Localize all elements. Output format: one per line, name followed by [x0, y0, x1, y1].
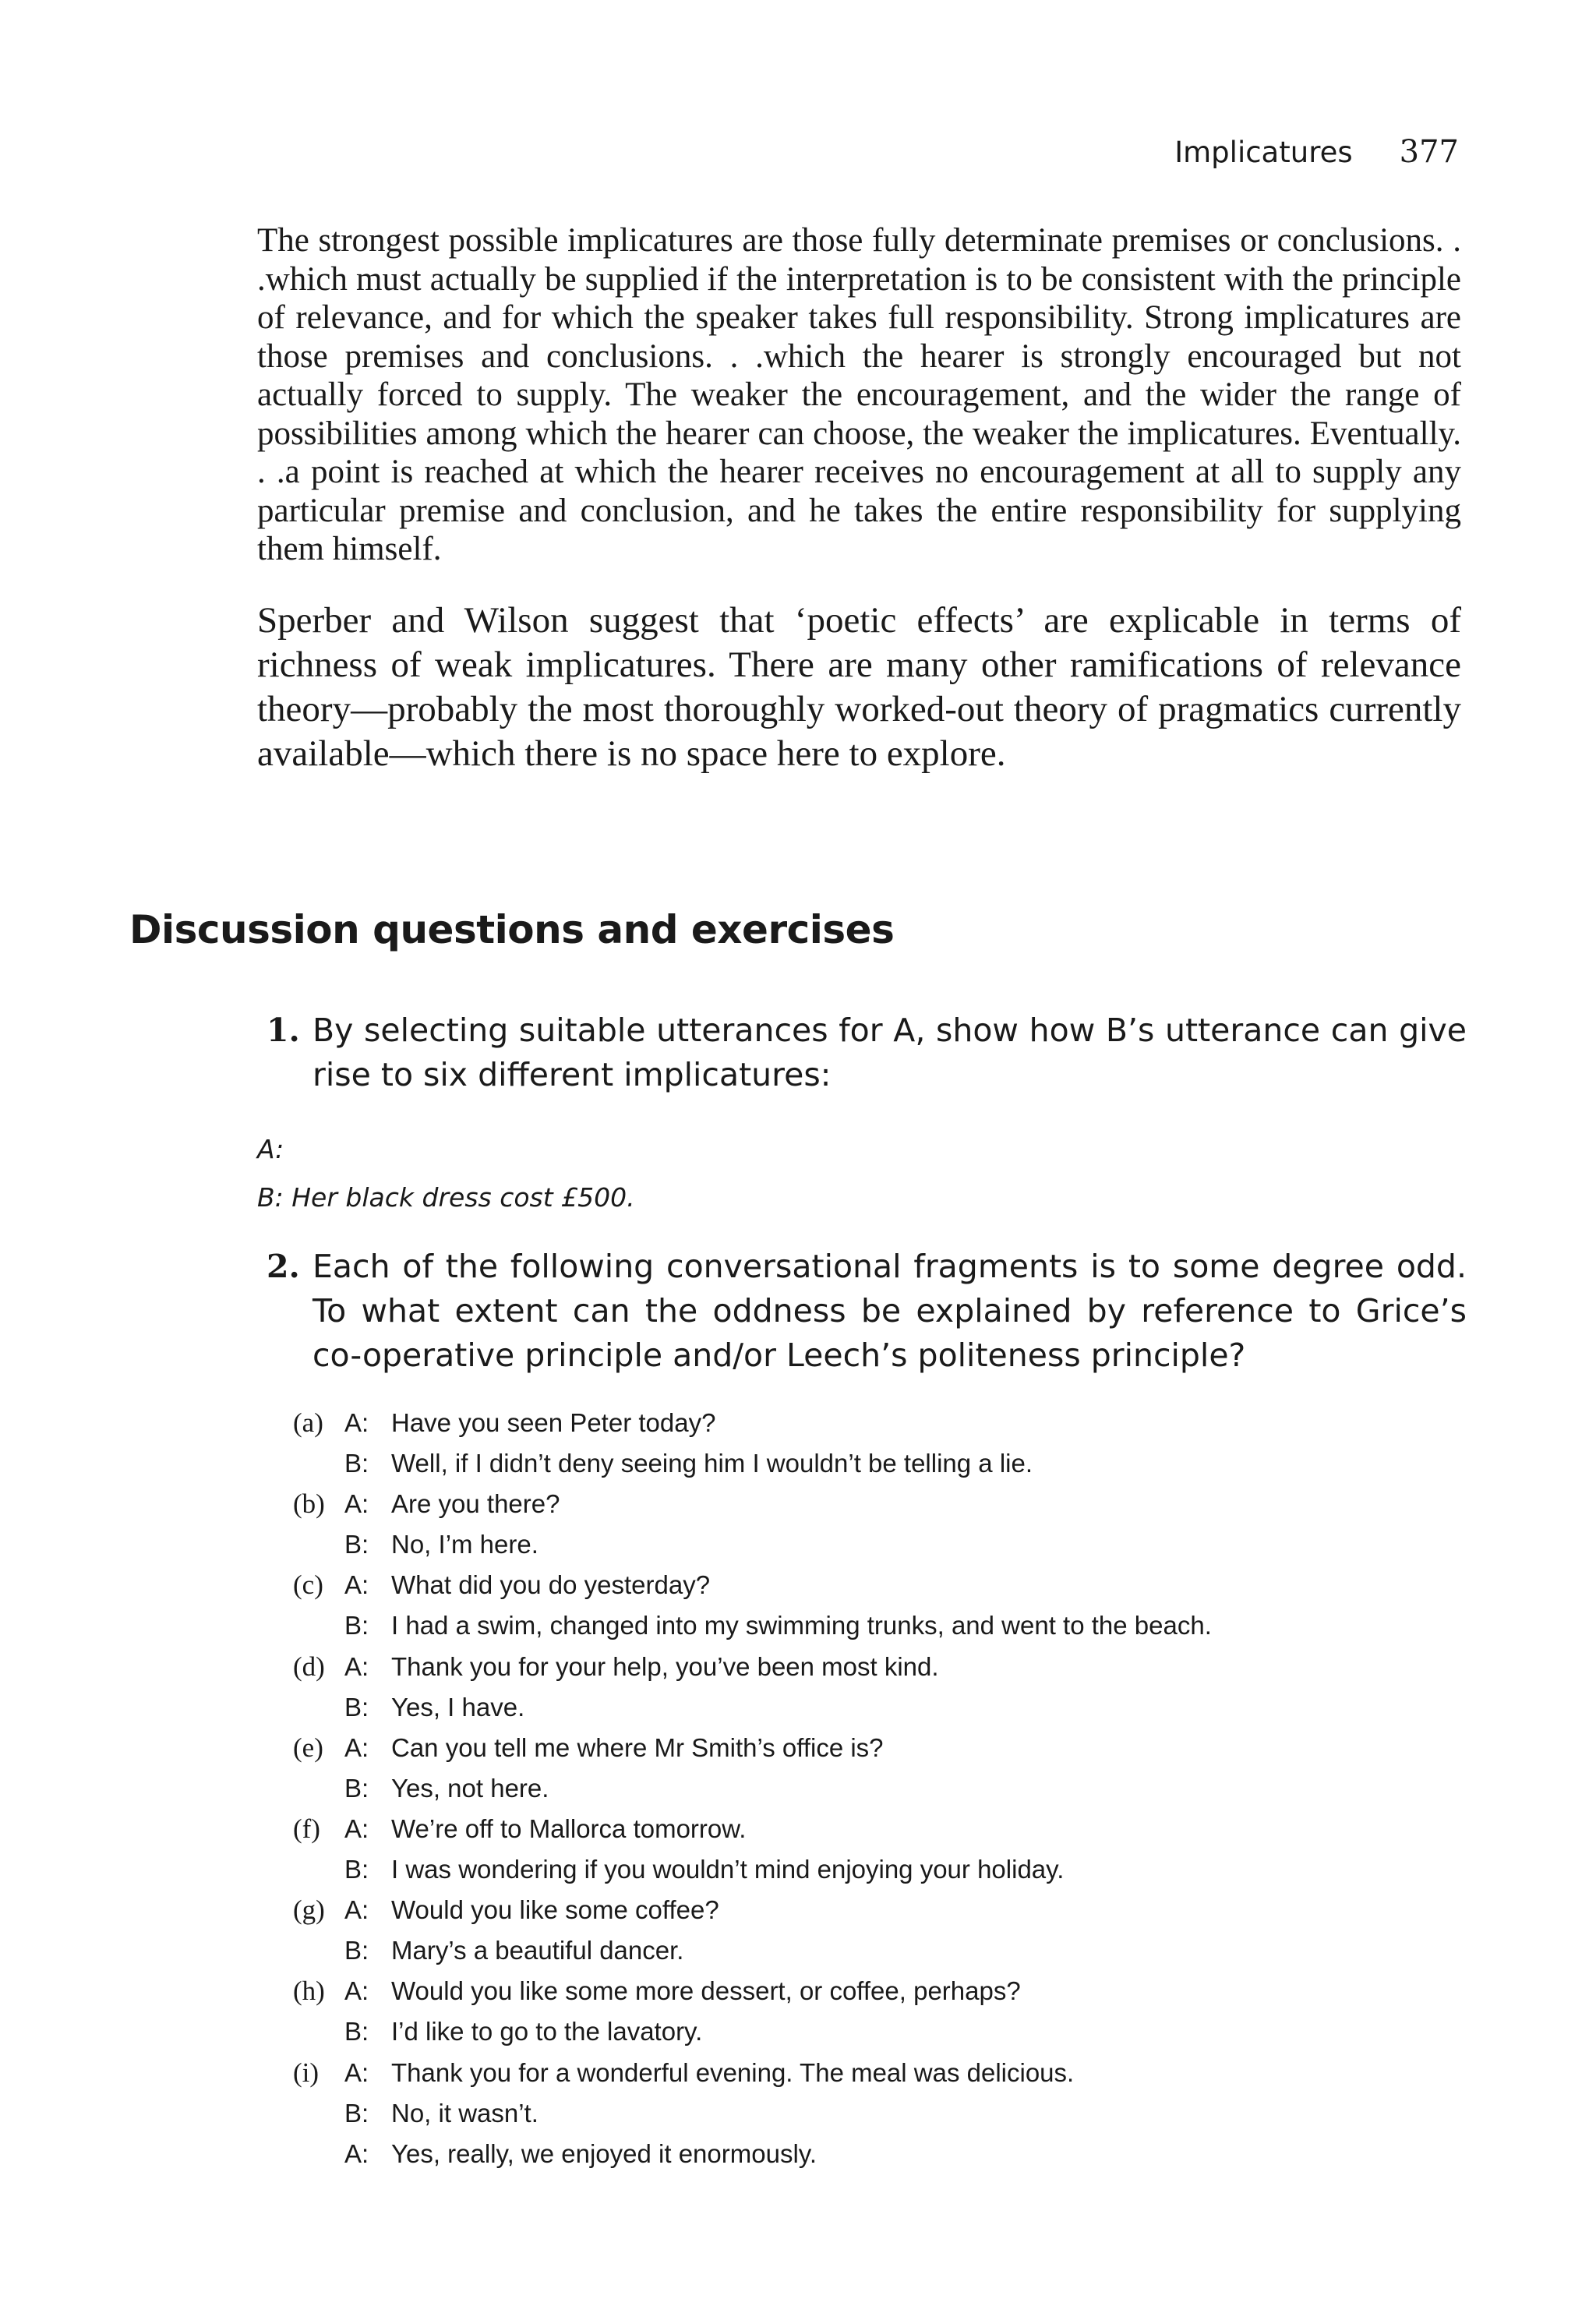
fragment-label: (b): [293, 1489, 325, 1520]
fragment-line: [293, 1403, 1212, 1443]
fragment-line: [293, 1768, 1212, 1809]
fragment-line: [293, 1605, 1212, 1646]
fragment-label: [293, 2134, 344, 2174]
fragment-text: Thank you for your help, you’ve been most kind.: [391, 1651, 939, 1681]
running-header: [1174, 134, 1459, 170]
fragment-line: [293, 1809, 1212, 1849]
fragment-text: Yes, really, we enjoyed it enormously.: [391, 2138, 817, 2168]
fragment-label: (g): [293, 1895, 325, 1926]
fragment-speaker: A:: [344, 1651, 369, 1681]
fragment-text: I’d like to go to the lavatory.: [391, 2017, 703, 2046]
body-paragraph: Sperber and Wilson suggest that ‘poetic effects’ are explicable in terms of richness of weak implicatures. There are many other ramifications of relevance theory—probably the most thoroughly worked-out theory of pragmatics currently available—which there is no space here to explore.: [257, 600, 1461, 774]
fragment-label: (d): [293, 1651, 325, 1682]
running-title: Implicatures: [1174, 136, 1353, 169]
fragment-line: [293, 1971, 1212, 2011]
fragment-label: [293, 1687, 344, 1728]
fragment-label: (e): [293, 1732, 323, 1763]
fragment-speaker: A:: [344, 1976, 369, 2006]
fragment-line: [293, 1443, 1212, 1484]
fragment-label: [293, 1605, 344, 1646]
fragment-speaker: A:: [344, 2138, 369, 2168]
fragment-text: Have you seen Peter today?: [391, 1408, 716, 1437]
conversational-fragments: [293, 1403, 1212, 2174]
fragment-text: Yes, I have.: [391, 1692, 525, 1722]
fragment-text: Mary’s a beautiful dancer.: [391, 1936, 684, 1965]
fragment-line: [293, 1890, 1212, 1930]
question-1-text: By selecting suitable utterances for A, show how B’s utterance can give rise to six different implicatures:: [312, 1012, 1467, 1093]
question-1-exchange: [257, 1125, 635, 1222]
block-quote: The strongest possible implicatures are those fully determinate premises or conclusions. . .which must actually be supplied if the interpretation is to be consistent with the principle of relevance, and for which the speaker takes full responsibility. Strong implicatures are those premises and conclusions. . .which the hearer is strongly encouraged but not actually forced to supply. The weaker the encouragement, and the wider the range of possibilities among which the hearer can choose, the weaker the implicatures. Eventually. . .a point is reached at which the hearer receives no encouragement at all to supply any particular premise and conclusion, and he takes the entire responsibility for supplying them himself.: [257, 222, 1461, 567]
fragment-speaker: A:: [344, 1489, 369, 1519]
section-heading: Discussion questions and exercises: [129, 907, 895, 952]
question-2: [267, 1245, 1467, 1378]
fragment-label: (c): [293, 1570, 323, 1601]
fragment-text: Are you there?: [391, 1489, 560, 1519]
fragment-speaker: B:: [344, 2098, 369, 2128]
fragment-text: What did you do yesterday?: [391, 1570, 711, 1600]
fragment-line: [293, 1687, 1212, 1728]
fragment-text: I had a swim, changed into my swimming trunks, and went to the beach.: [391, 1611, 1212, 1640]
fragment-speaker: B:: [344, 1773, 369, 1803]
exchange-line-a: A:: [257, 1134, 284, 1164]
fragment-speaker: A:: [344, 1570, 369, 1600]
fragment-line: [293, 2053, 1212, 2093]
fragment-line: [293, 2134, 1212, 2174]
question-2-text: Each of the following conversational fragments is to some degree odd. To what extent can the oddness be explained by reference to Grice’s co-operative principle and/or Leech’s politeness principle?: [312, 1248, 1467, 1374]
fragment-speaker: A:: [344, 1895, 369, 1925]
fragment-speaker: B:: [344, 2017, 369, 2046]
fragment-line: [293, 2011, 1212, 2052]
fragment-speaker: A:: [344, 1732, 369, 1762]
fragment-label: (f): [293, 1813, 320, 1844]
fragment-label: (i): [293, 2057, 320, 2088]
question-1-number: 1.: [267, 1012, 300, 1049]
fragment-line: [293, 1849, 1212, 1890]
fragment-label: [293, 1768, 344, 1809]
fragment-label: [293, 1524, 344, 1565]
fragment-line: [293, 1484, 1212, 1524]
fragment-label: [293, 1849, 344, 1890]
page-number: 377: [1399, 134, 1459, 170]
fragment-line: [293, 1930, 1212, 1971]
fragment-label: (h): [293, 1976, 325, 2007]
fragment-text: No, it wasn’t.: [391, 2098, 538, 2128]
fragment-text: No, I’m here.: [391, 1530, 538, 1559]
fragment-line: [293, 1647, 1212, 1687]
fragment-text: Would you like some coffee?: [391, 1895, 719, 1925]
fragment-line: [293, 1524, 1212, 1565]
fragment-text: Well, if I didn’t deny seeing him I wouldn’t be telling a lie.: [391, 1449, 1033, 1478]
fragment-text: Would you like some more dessert, or coffee, perhaps?: [391, 1976, 1021, 2006]
fragment-text: Thank you for a wonderful evening. The meal was delicious.: [391, 2057, 1075, 2087]
fragment-speaker: B:: [344, 1692, 369, 1722]
fragment-text: Yes, not here.: [391, 1773, 549, 1803]
fragment-text: Can you tell me where Mr Smith’s office is?: [391, 1732, 884, 1762]
fragment-speaker: A:: [344, 2057, 369, 2087]
fragment-label: [293, 1443, 344, 1484]
fragment-speaker: A:: [344, 1813, 369, 1843]
fragment-line: [293, 2093, 1212, 2134]
fragment-speaker: B:: [344, 1936, 369, 1965]
fragment-speaker: B:: [344, 1530, 369, 1559]
fragment-label: [293, 2093, 344, 2134]
fragment-text: We’re off to Mallorca tomorrow.: [391, 1813, 747, 1843]
fragment-line: [293, 1728, 1212, 1768]
fragment-text: I was wondering if you wouldn’t mind enjoying your holiday.: [391, 1855, 1065, 1884]
fragment-speaker: B:: [344, 1611, 369, 1640]
fragment-line: [293, 1565, 1212, 1605]
fragment-speaker: B:: [344, 1449, 369, 1478]
question-2-number: 2.: [267, 1248, 300, 1285]
question-1: [267, 1008, 1467, 1097]
fragment-label: [293, 1930, 344, 1971]
fragment-speaker: B:: [344, 1855, 369, 1884]
fragment-label: (a): [293, 1407, 323, 1438]
fragment-label: [293, 2011, 344, 2052]
exchange-line-b: B: Her black dress cost £500.: [257, 1182, 635, 1213]
fragment-speaker: A:: [344, 1408, 369, 1437]
